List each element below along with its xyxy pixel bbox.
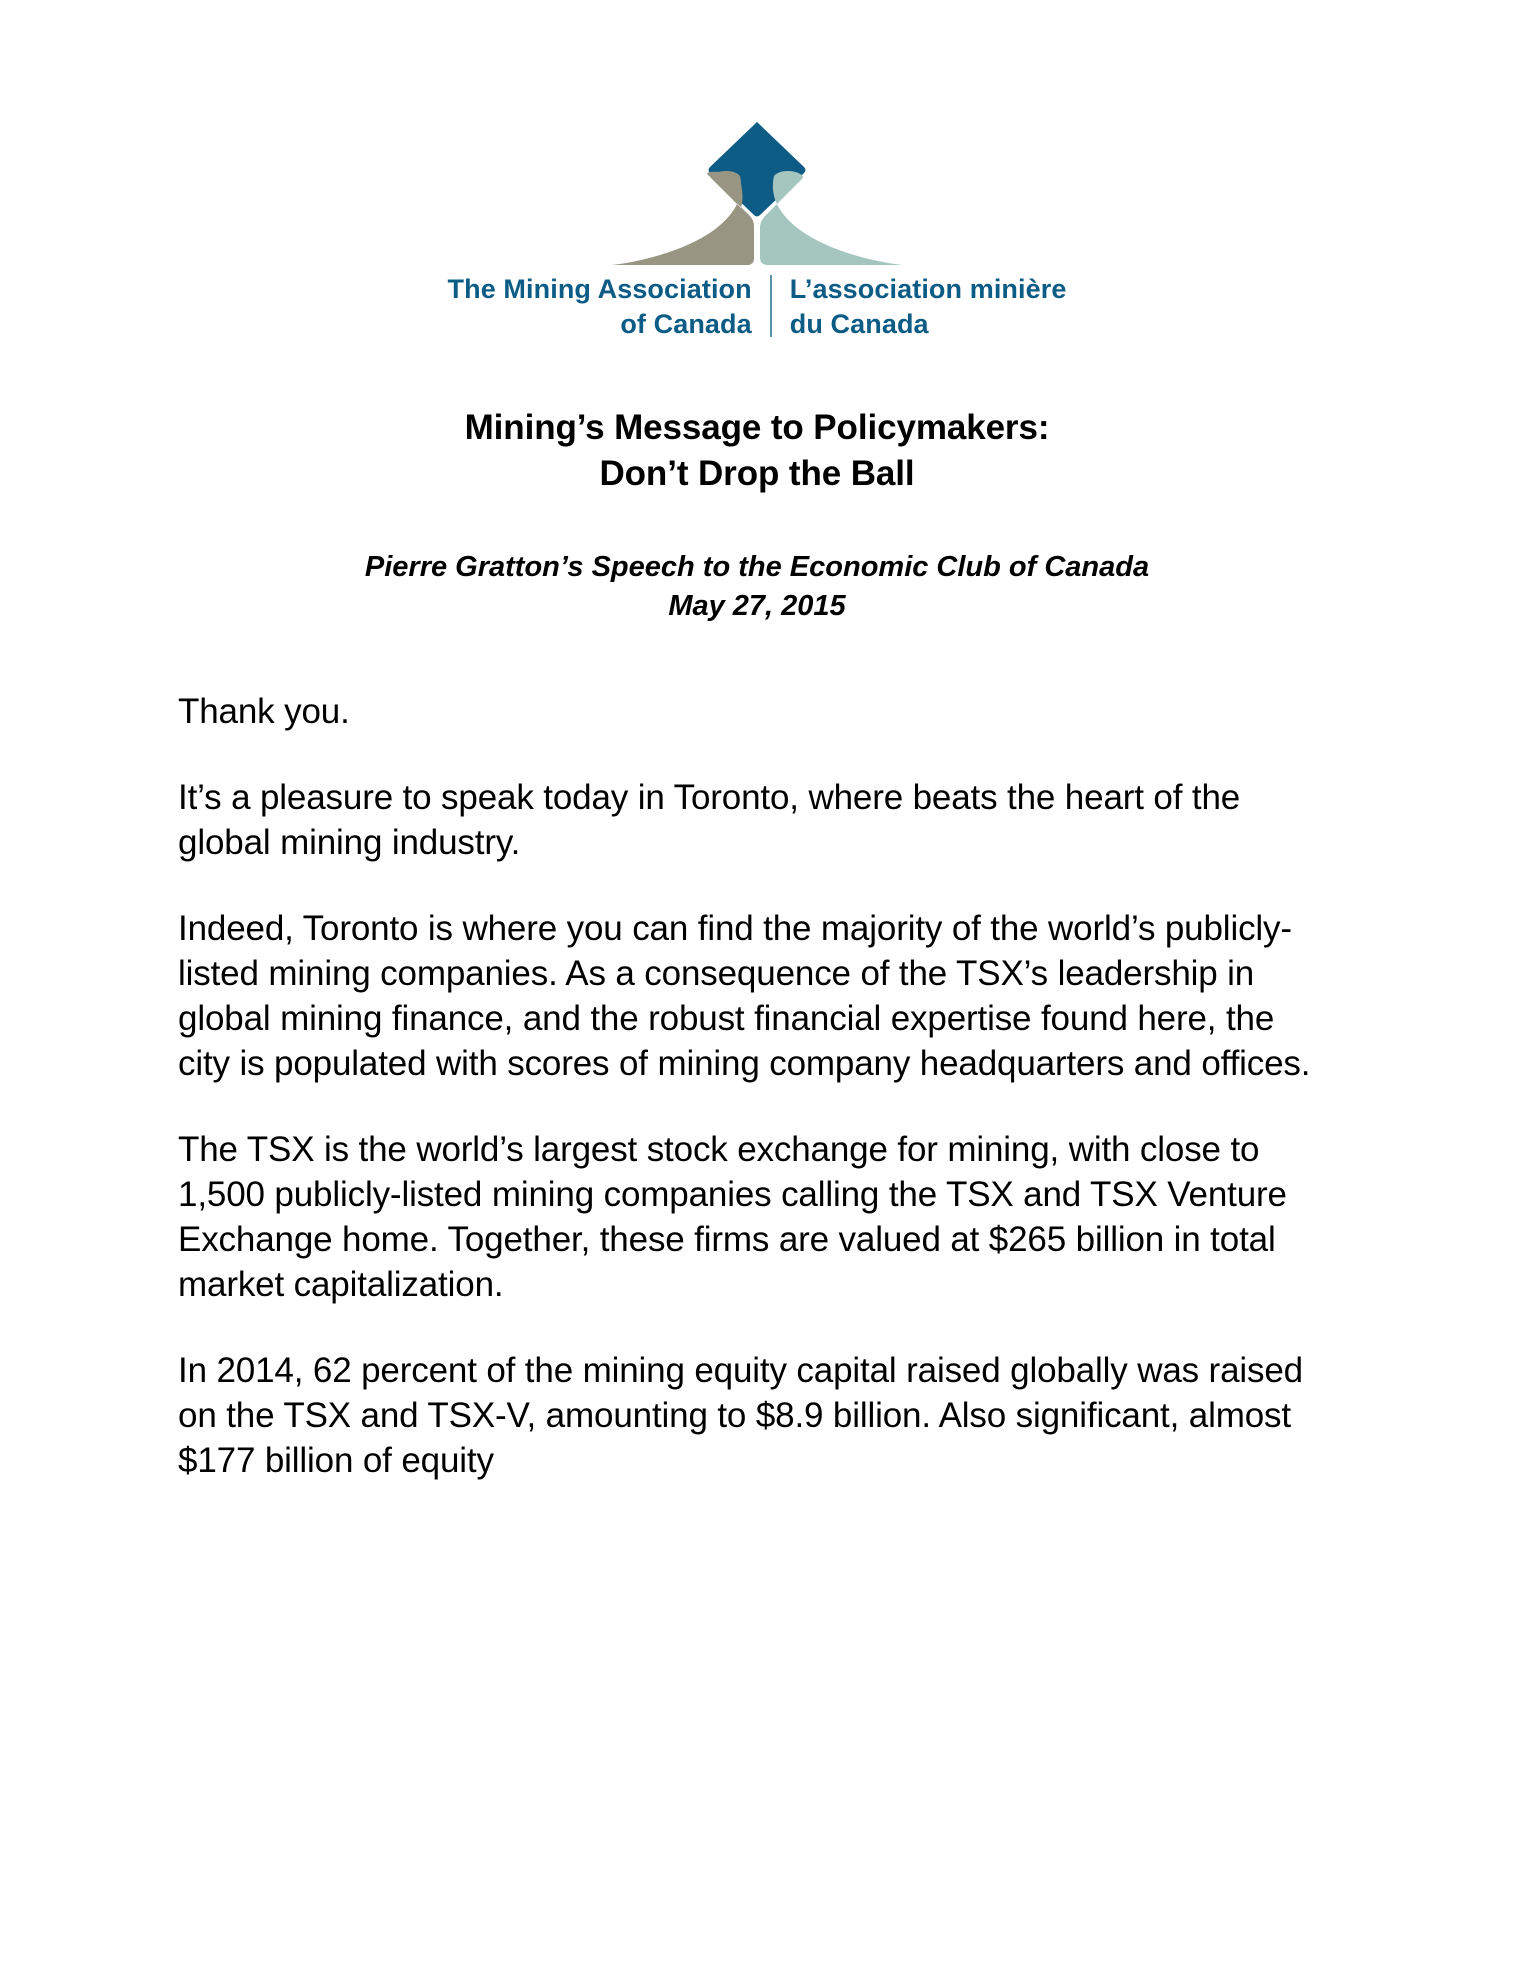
document-title-line1: Mining’s Message to Policymakers: [464,408,1050,448]
document-subtitle [0,548,1514,626]
logo-wordmark-fr-line1: L’association minière [789,274,1067,304]
body-paragraph: It’s a pleasure to speak today in Toronto, where beats the heart of the global mining industry. [178,777,1241,862]
body-paragraph: Thank you. [178,692,350,731]
logo-wordmark [448,272,1067,341]
document-subtitle-line1: Pierre Gratton’s Speech to the Economic Club of Canada [364,551,1150,583]
organization-logo [0,118,1514,341]
body-paragraph: In 2014, 62 percent of the mining equity capital raised globally was raised on the TSX and TSX-V, amounting to $8.9 billion. Also significant, almost $177 billion of equity [178,1350,1303,1480]
logo-wordmark-fr-line2: du Canada [789,308,929,339]
logo-wordmark-en-line2: of Canada [620,308,752,339]
logo-wordmark-en-line1: The Mining Association [447,274,752,304]
document-title [0,405,1514,496]
document-title-line2: Don’t Drop the Ball [599,453,915,493]
document-body [178,690,1326,1484]
logo-wordmark-french [772,272,1067,341]
logo-wordmark-english [448,272,770,341]
body-paragraph: Indeed, Toronto is where you can find the majority of the world’s publicly-listed mining companies. As a consequence of the TSX’s leadership in global mining finance, and the robust financial expertise found here, the city is populated with scores of mining company headquarters and offices. [178,908,1311,1083]
body-paragraph: The TSX is the world’s largest stock exchange for mining, with close to 1,500 publicly-listed mining companies calling the TSX and TSX Venture Exchange home. Together, these firms are valued at $265 billion in total market capitalization. [178,1129,1287,1304]
document-subtitle-date: May 27, 2015 [668,589,846,622]
mining-association-logo-icon [542,118,972,268]
